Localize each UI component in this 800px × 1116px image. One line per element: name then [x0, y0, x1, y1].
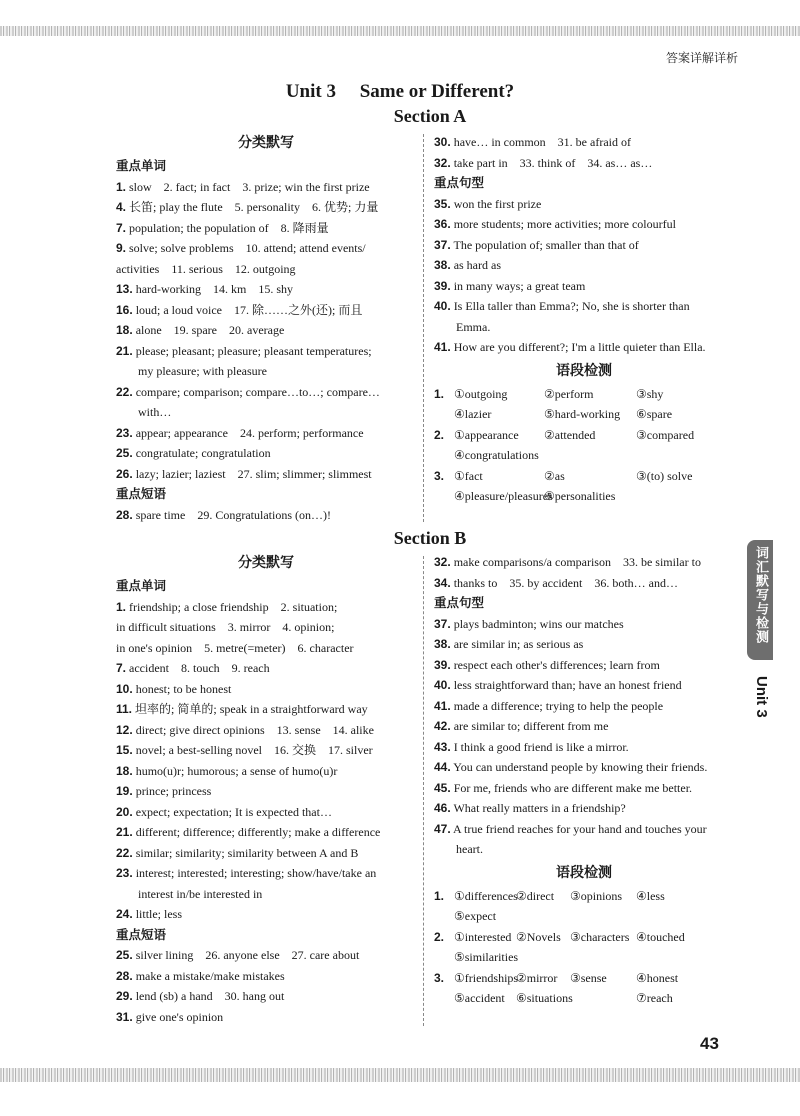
item-number: 20.	[116, 804, 133, 819]
drill-row	[434, 968, 744, 989]
header-label: 答案详解详析	[665, 51, 738, 65]
answer-text: accident 8. touch 9. reach	[129, 661, 270, 675]
drill-answer: ⑥spare	[636, 407, 673, 421]
answer-text: please; pleasant; pleasure; pleasant temperatures;	[135, 343, 372, 358]
answer-text: with…	[138, 405, 172, 419]
answer-text: honest; to be honest	[135, 681, 232, 696]
answer-text: little; less	[135, 907, 183, 921]
answer-text: take part in 33. think of 34. as… as…	[453, 155, 653, 170]
answer-line	[116, 986, 416, 1007]
drill-row	[434, 988, 744, 1009]
answer-text: slow 2. fact; in fact 3. prize; win the first prize	[129, 179, 370, 194]
item-number: 1.	[116, 599, 127, 614]
answer-text: my pleasure; with pleasure	[138, 364, 267, 378]
answer-text: The population of; smaller than that of	[453, 237, 639, 252]
drill-answer: ①appearance	[454, 427, 519, 442]
answer-text: are similar in; as serious as	[453, 637, 584, 651]
answer-line	[434, 235, 744, 256]
item-number: 15.	[116, 743, 133, 757]
item-number: 37.	[434, 616, 451, 631]
answer-line	[116, 761, 416, 782]
answer-line	[116, 617, 416, 638]
answer-text: won the first prize	[453, 196, 542, 211]
item-number: 43.	[434, 739, 451, 754]
item-number: 19.	[116, 784, 133, 798]
item-number: 24.	[116, 907, 133, 921]
drill-answer: ④touched	[636, 929, 685, 944]
answer-text: loud; a loud voice 17. 除……之外(还); 而且	[135, 302, 363, 317]
answer-line	[434, 798, 744, 819]
drill-row	[434, 886, 744, 907]
answer-line	[434, 716, 744, 737]
answer-text: Emma.	[456, 319, 491, 334]
drill-answer	[570, 947, 636, 968]
item-number: 7.	[116, 661, 127, 675]
drill-number	[434, 445, 454, 466]
section-a-right-column	[434, 132, 744, 507]
item-number: 35.	[434, 196, 451, 211]
section-a-subtitle: 分类默写	[238, 135, 294, 151]
item-number: 32.	[434, 155, 451, 170]
drill-row	[434, 425, 744, 446]
answer-line	[116, 423, 416, 444]
item-number: 22.	[116, 845, 133, 860]
item-number: 25.	[116, 446, 133, 460]
section-b-divider	[423, 556, 424, 1026]
answer-text: similar; similarity; similarity between A and B	[135, 845, 359, 860]
drill-number: 1.	[434, 888, 445, 903]
answer-line	[116, 197, 416, 218]
answer-text: alone 19. spare 20. average	[135, 323, 285, 337]
drill-answer: ④lazier	[454, 407, 492, 421]
drill-answer	[544, 445, 636, 466]
answer-line	[116, 238, 416, 259]
section-b-subtitle: 分类默写	[238, 555, 294, 571]
drill-answer: ⑤expect	[454, 909, 497, 923]
drill-answer: ②perform	[544, 386, 594, 401]
answer-text: expect; expectation; It is expected that…	[135, 804, 332, 819]
side-unit-label: Unit 3	[753, 676, 770, 718]
section-a-words-heading: 重点单词	[116, 158, 167, 173]
answer-line	[116, 341, 416, 362]
answer-line	[116, 720, 416, 741]
drill-answer: ①differences	[454, 888, 518, 903]
drill-answer	[570, 906, 636, 927]
answer-text: appear; appearance 24. perform; performance	[135, 425, 364, 440]
answer-line	[116, 966, 416, 987]
answer-text: plays badminton; wins our matches	[453, 616, 624, 631]
answer-line	[116, 822, 416, 843]
item-number: 36.	[434, 217, 451, 231]
drill-answer: ②Novels	[516, 929, 561, 944]
answer-text: 长笛; play the flute 5. personality 6. 优势; 力量	[129, 200, 379, 214]
answer-text: have… in common 31. be afraid of	[453, 135, 631, 149]
answer-text: You can understand people by knowing their friends.	[453, 760, 708, 774]
item-number: 18.	[116, 323, 133, 337]
drill-answer: ①fact	[454, 468, 483, 483]
answer-line	[116, 843, 416, 864]
drill-number	[434, 947, 454, 968]
answer-text: different; difference; differently; make a difference	[135, 825, 381, 839]
answer-line	[434, 737, 744, 758]
answer-line	[116, 464, 416, 485]
item-number: 12.	[116, 722, 133, 737]
item-number: 28.	[116, 507, 133, 522]
item-number: 25.	[116, 948, 133, 962]
answer-text: Is Ella taller than Emma?; No, she is shorter than	[453, 299, 690, 313]
section-b-left-column	[116, 550, 416, 1027]
item-number: 13.	[116, 282, 133, 296]
drill-answer	[516, 906, 570, 927]
item-number: 26.	[116, 466, 133, 481]
answer-text: more students; more activities; more colourful	[453, 217, 676, 231]
answer-line	[434, 153, 744, 174]
section-a-divider	[423, 134, 424, 522]
item-number: 37.	[434, 237, 451, 252]
drill-answer	[516, 947, 570, 968]
scan-border-top	[0, 26, 800, 36]
answer-line	[434, 296, 744, 317]
answer-line	[116, 177, 416, 198]
unit-title: Unit 3 Same or Different?	[285, 81, 515, 102]
answer-line	[434, 337, 744, 358]
answer-text: prince; princess	[135, 784, 212, 798]
answer-line	[116, 699, 416, 720]
drill-answer: ③sense	[570, 970, 607, 985]
answer-text: silver lining 26. anyone else 27. care about	[135, 948, 360, 962]
drill-answer: ④congratulations	[454, 448, 539, 462]
section-a-phrases-heading: 重点短语	[116, 486, 167, 501]
item-number: 1.	[116, 179, 127, 194]
answer-text: are similar to; different from me	[453, 719, 609, 733]
answer-line	[116, 443, 416, 464]
page-number: 43	[700, 1034, 719, 1053]
answer-line	[116, 863, 416, 884]
drill-answer: ②mirror	[516, 970, 558, 985]
answer-line	[116, 638, 416, 659]
section-b-right-column	[434, 552, 744, 1009]
answer-text: interest; interested; interesting; show/have/take an	[135, 866, 377, 880]
item-number: 31.	[116, 1009, 133, 1024]
answer-line	[434, 214, 744, 235]
answer-text: friendship; a close friendship 2. situation;	[129, 599, 338, 614]
item-number: 38.	[434, 637, 451, 651]
answer-line	[116, 361, 416, 382]
answer-text: in many ways; a great team	[453, 278, 586, 293]
item-number: 29.	[116, 989, 133, 1003]
drill-answer: ⑤accident	[454, 991, 505, 1005]
answer-text: interest in/be interested in	[138, 886, 263, 901]
drill-answer: ④honest	[636, 970, 679, 985]
answer-line	[116, 382, 416, 403]
answer-line	[434, 839, 744, 860]
drill-number: 2.	[434, 929, 445, 944]
answer-text: spare time 29. Congratulations (on…)!	[135, 507, 331, 522]
drill-answer: ④pleasure/pleasures	[454, 489, 553, 503]
drill-answer: ⑤hard-working	[544, 407, 621, 421]
section-a-sentences-heading: 重点句型	[434, 175, 485, 190]
drill-answer: ⑤personalities	[544, 489, 616, 503]
answer-text: made a difference; trying to help the people	[453, 698, 664, 713]
item-number: 30.	[434, 135, 451, 149]
answer-text: congratulate; congratulation	[135, 446, 271, 460]
answer-text: as hard as	[453, 258, 502, 272]
answer-text: thanks to 35. by accident 36. both… and…	[453, 575, 678, 590]
drill-row	[434, 927, 744, 948]
drill-number: 2.	[434, 427, 445, 442]
answer-line	[116, 945, 416, 966]
answer-line	[434, 317, 744, 338]
drill-number	[434, 486, 454, 507]
answer-text: For me, friends who are different make me better.	[453, 780, 693, 795]
drill-answer: ②attended	[544, 427, 596, 442]
answer-line	[434, 614, 744, 635]
answer-line	[116, 597, 416, 618]
section-b-words-heading: 重点单词	[116, 578, 167, 593]
item-number: 42.	[434, 719, 451, 733]
item-number: 23.	[116, 425, 133, 440]
item-number: 44.	[434, 760, 451, 774]
section-b-sentences-heading: 重点句型	[434, 595, 485, 610]
drill-answer: ②direct	[516, 888, 555, 903]
answer-text: hard-working 14. km 15. shy	[135, 282, 294, 296]
answer-text: in difficult situations 3. mirror 4. opinion;	[116, 620, 335, 634]
answer-line	[116, 884, 416, 905]
item-number: 28.	[116, 968, 133, 983]
answer-text: How are you different?; I'm a little quieter than Ella.	[453, 340, 706, 354]
drill-number	[434, 988, 454, 1009]
drill-answer: ③(to) solve	[636, 468, 693, 483]
answer-text: lazy; lazier; laziest 27. slim; slimmer; slimmest	[135, 466, 372, 481]
answer-line	[116, 904, 416, 925]
answer-text: less straightforward than; have an honest friend	[453, 678, 682, 692]
drill-answer: ⑥situations	[516, 991, 573, 1005]
answer-text: humo(u)r; humorous; a sense of humo(u)r	[135, 763, 338, 778]
answer-line	[434, 255, 744, 276]
item-number: 9.	[116, 241, 127, 255]
drill-answer	[570, 988, 636, 1009]
drill-answer: ①interested	[454, 929, 512, 944]
item-number: 46.	[434, 801, 451, 815]
scan-border-bottom	[0, 1068, 800, 1082]
answer-text: heart.	[456, 842, 483, 856]
drill-answer: ③shy	[636, 386, 664, 401]
section-b-phrases-heading: 重点短语	[116, 926, 167, 942]
drill-answer: ①outgoing	[454, 386, 508, 401]
answer-line	[434, 655, 744, 676]
answer-text: compare; comparison; compare…to…; compare…	[135, 384, 380, 399]
answer-text: lend (sb) a hand 30. hang out	[135, 989, 285, 1003]
item-number: 4.	[116, 200, 127, 214]
answer-text: novel; a best-selling novel 16. 交换 17. silver	[135, 743, 373, 757]
drill-answer: ⑤similarities	[454, 950, 519, 964]
answer-line	[116, 802, 416, 823]
item-number: 18.	[116, 763, 133, 778]
answer-text: 坦率的; 简单的; speak in a straightforward way	[135, 702, 368, 716]
item-number: 41.	[434, 340, 451, 354]
drill-number: 1.	[434, 386, 445, 401]
drill-row	[434, 466, 744, 487]
item-number: 39.	[434, 278, 451, 293]
item-number: 45.	[434, 780, 451, 795]
answer-line	[116, 781, 416, 802]
answer-text: solve; solve problems 10. attend; attend events/	[129, 241, 366, 255]
answer-text: A true friend reaches for your hand and touches your	[453, 821, 707, 836]
answer-line	[434, 132, 744, 153]
drill-row	[434, 906, 744, 927]
item-number: 21.	[116, 825, 133, 839]
section-b-title: Section B	[393, 528, 467, 548]
answer-line	[434, 276, 744, 297]
drill-number	[434, 906, 454, 927]
drill-row	[434, 404, 744, 425]
answer-line	[434, 757, 744, 778]
answer-line	[116, 679, 416, 700]
drill-answer: ⑦reach	[636, 991, 673, 1005]
answer-line	[116, 740, 416, 761]
answer-line	[116, 218, 416, 239]
drill-answer: ③opinions	[570, 888, 623, 903]
drill-answer: ③compared	[636, 427, 695, 442]
answer-text: activities 11. serious 12. outgoing	[116, 261, 296, 276]
drill-number	[434, 404, 454, 425]
item-number: 21.	[116, 343, 133, 358]
drill-answer: ①friendships	[454, 970, 519, 985]
answer-text: population; the population of 8. 降雨量	[129, 220, 329, 235]
answer-line	[434, 696, 744, 717]
section-a-left-column	[116, 130, 416, 525]
section-b-drill-title: 语段检测	[556, 864, 612, 881]
section-a-title: Section A	[393, 106, 467, 126]
item-number: 32.	[434, 555, 451, 569]
drill-answer: ③characters	[570, 929, 630, 944]
answer-line	[434, 819, 744, 840]
answer-text: make a mistake/make mistakes	[135, 968, 285, 983]
item-number: 16.	[116, 302, 133, 317]
answer-line	[434, 634, 744, 655]
answer-line	[116, 658, 416, 679]
answer-line	[434, 194, 744, 215]
drill-number: 3.	[434, 468, 445, 483]
drill-row	[434, 384, 744, 405]
answer-line	[116, 259, 416, 280]
answer-line	[116, 320, 416, 341]
drill-answer: ④less	[636, 888, 665, 903]
answer-line	[434, 778, 744, 799]
item-number: 40.	[434, 678, 451, 692]
drill-row	[434, 445, 744, 466]
answer-line	[116, 1007, 416, 1028]
answer-line	[116, 402, 416, 423]
item-number: 10.	[116, 681, 133, 696]
item-number: 23.	[116, 866, 133, 880]
answer-text: I think a good friend is like a mirror.	[453, 739, 629, 754]
answer-text: give one's opinion	[135, 1009, 224, 1024]
item-number: 40.	[434, 299, 451, 313]
drill-row	[434, 947, 744, 968]
drill-answer: ②as	[544, 468, 565, 483]
answer-line	[434, 675, 744, 696]
answer-line	[434, 573, 744, 594]
item-number: 39.	[434, 657, 451, 672]
side-tab-label: 词汇默写与检测	[753, 546, 768, 644]
answer-text: respect each other's differences; learn from	[453, 657, 660, 672]
item-number: 38.	[434, 258, 451, 272]
answer-text: make comparisons/a comparison 33. be similar to	[453, 555, 701, 569]
drill-number: 3.	[434, 970, 445, 985]
answer-text: in one's opinion 5. metre(=meter) 6. character	[116, 640, 354, 655]
section-a-drill-title: 语段检测	[556, 362, 612, 379]
answer-line	[116, 300, 416, 321]
item-number: 11.	[116, 702, 133, 716]
answer-line	[116, 279, 416, 300]
item-number: 7.	[116, 220, 127, 235]
answer-text: What really matters in a friendship?	[453, 801, 626, 815]
item-number: 34.	[434, 575, 451, 590]
item-number: 22.	[116, 384, 133, 399]
item-number: 47.	[434, 821, 451, 836]
item-number: 41.	[434, 698, 451, 713]
answer-text: direct; give direct opinions 13. sense 14. alike	[135, 722, 374, 737]
drill-row	[434, 486, 744, 507]
answer-line	[434, 552, 744, 573]
answer-line	[116, 505, 416, 526]
